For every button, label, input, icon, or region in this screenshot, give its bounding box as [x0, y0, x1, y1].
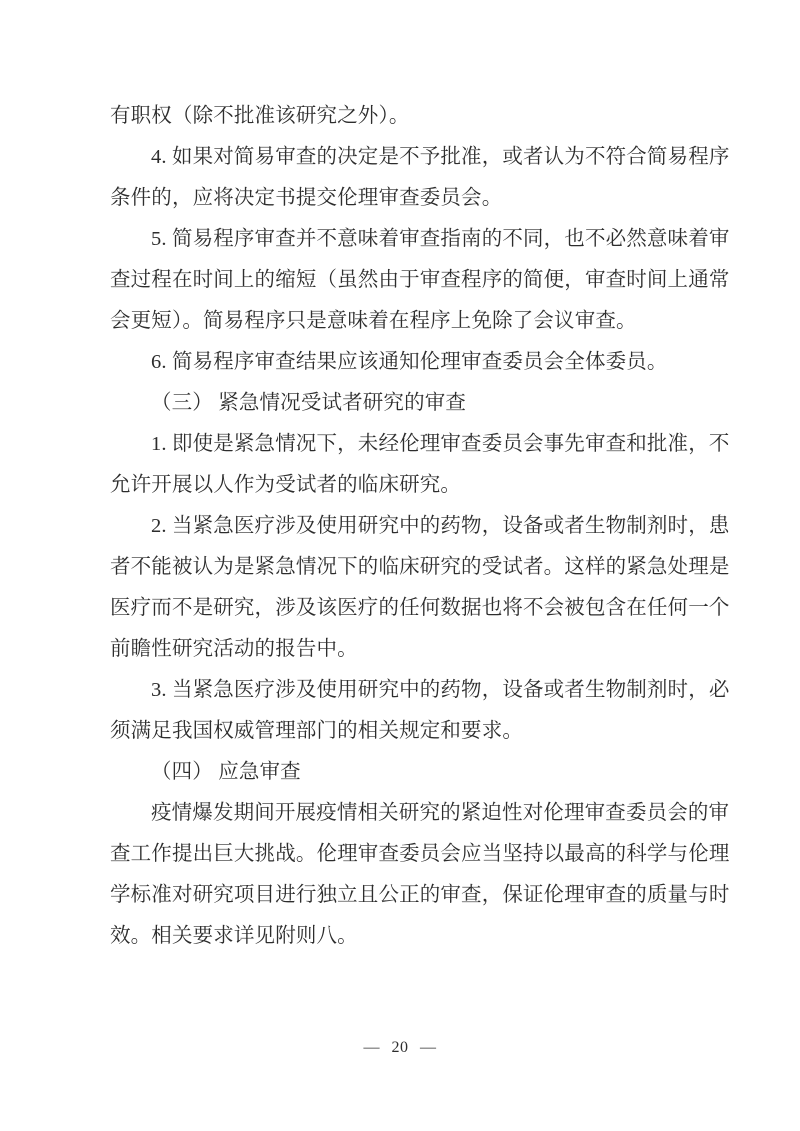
text-line: 4. 如果对简易审查的决定是不予批准，或者认为不符合简易程序	[151, 146, 730, 168]
text-line: 6. 简易程序审查结果应该通知伦理审查委员会全体委员。	[151, 351, 668, 373]
text-line: 学标准对研究项目进行独立且公正的审查，保证伦理审查的质量与时	[110, 884, 730, 906]
text-line: 疫情爆发期间开展疫情相关研究的紧迫性对伦理审查委员会的审	[151, 802, 730, 824]
text-line: 效。相关要求详见附则八。	[110, 925, 358, 947]
text-line: 2. 当紧急医疗涉及使用研究中的药物，设备或者生物制剂时，患	[151, 515, 730, 537]
text-line: 查工作提出巨大挑战。伦理审查委员会应当坚持以最高的科学与伦理	[110, 843, 730, 865]
page-number: — 20 —	[363, 1039, 437, 1056]
text-line: 条件的，应将决定书提交伦理审查委员会。	[110, 187, 503, 209]
text-line: 前瞻性研究活动的报告中。	[110, 638, 358, 660]
section-heading: （四） 应急审查	[151, 761, 301, 783]
text-line: 5. 简易程序审查并不意味着审查指南的不同，也不必然意味着审	[151, 228, 730, 250]
text-line: 会更短）。简易程序只是意味着在程序上免除了会议审查。	[110, 310, 637, 332]
section-heading: （三） 紧急情况受试者研究的审查	[151, 392, 467, 414]
text-line: 须满足我国权威管理部门的相关规定和要求。	[110, 720, 523, 742]
text-line: 允许开展以人作为受试者的临床研究。	[110, 474, 462, 496]
document-body	[110, 96, 730, 957]
text-line: 者不能被认为是紧急情况下的临床研究的受试者。这样的紧急处理是	[110, 556, 730, 578]
text-line: 查过程在时间上的缩短（虽然由于审查程序的简便，审查时间上通常	[110, 269, 730, 291]
text-line: 1. 即使是紧急情况下，未经伦理审查委员会事先审查和批准，不	[151, 433, 730, 455]
text-line: 医疗而不是研究，涉及该医疗的任何数据也将不会被包含在任何一个	[110, 597, 730, 619]
text-line: 有职权（除不批准该研究之外）。	[110, 105, 410, 127]
text-line: 3. 当紧急医疗涉及使用研究中的药物，设备或者生物制剂时，必	[151, 679, 730, 701]
